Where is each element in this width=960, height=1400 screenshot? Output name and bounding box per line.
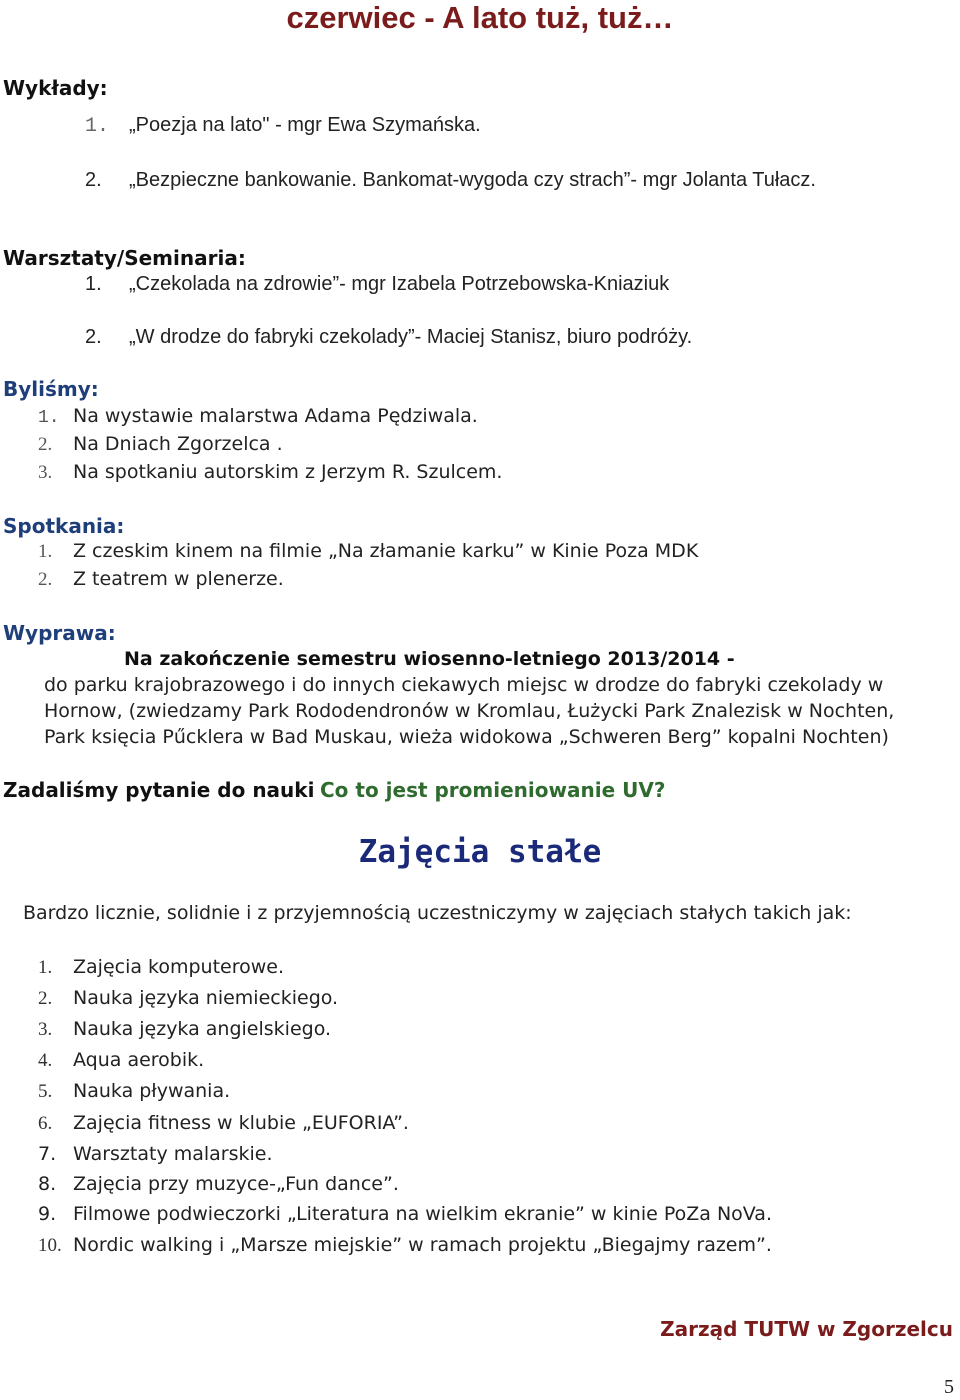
activity-number: 6. xyxy=(38,1113,53,1134)
activity-text: Zajęcia przy muzyce-„Fun dance”. xyxy=(73,1173,399,1195)
activity-item xyxy=(38,1203,772,1225)
meeting-text: Z czeskim kinem na filmie „Na złamanie karku” w Kinie Poza MDK xyxy=(73,540,699,562)
meeting-number: 1. xyxy=(38,541,53,562)
activity-text: Aqua aerobik. xyxy=(73,1049,205,1071)
meeting-text: Z teatrem w plenerze. xyxy=(73,568,284,590)
activity-number: 4. xyxy=(38,1050,53,1071)
visited-number: 2. xyxy=(38,434,53,455)
trip-line: Park księcia Pűcklera w Bad Muskau, wieża widokowa „Schweren Berg” kopalni Nochten) xyxy=(44,726,889,748)
lecture-number: 1. xyxy=(85,115,110,138)
activity-text: Nauka języka niemieckiego. xyxy=(73,987,339,1009)
visited-text: Na wystawie malarstwa Adama Pędziwala. xyxy=(73,405,478,427)
workshop-item xyxy=(85,273,669,296)
activity-number: 1. xyxy=(38,957,53,978)
trip-heading: Wyprawa: xyxy=(3,621,116,645)
visited-text: Na spotkaniu autorskim z Jerzym R. Szulcem. xyxy=(73,461,503,483)
question-text: Co to jest promieniowanie UV? xyxy=(320,778,666,802)
activity-item xyxy=(38,1080,230,1103)
meeting-item xyxy=(38,568,284,591)
activity-number: 2. xyxy=(38,988,53,1009)
page-number: 5 xyxy=(944,1376,954,1398)
activity-item xyxy=(38,1018,331,1041)
activity-item xyxy=(38,1112,409,1135)
page-title: czerwiec - A lato tuż, tuż… xyxy=(286,0,674,35)
activity-text: Warsztaty malarskie. xyxy=(73,1143,273,1165)
activity-text: Filmowe podwieczorki „Literatura na wielkim ekranie” w kinie PoZa NoVa. xyxy=(73,1203,772,1225)
visited-number: 3. xyxy=(38,462,53,483)
activity-item xyxy=(38,1143,273,1165)
meeting-number: 2. xyxy=(38,569,53,590)
question-label: Zadaliśmy pytanie do nauki xyxy=(3,778,315,802)
activity-item xyxy=(38,1049,204,1072)
trip-line: Hornow, (zwiedzamy Park Rododendronów w Kromlau, Łużycki Park Znalezisk w Nochten, xyxy=(44,700,895,722)
workshops-heading: Warsztaty/Seminaria: xyxy=(3,246,246,270)
activity-text: Nordic walking i „Marsze miejskie” w ramach projektu „Biegajmy razem”. xyxy=(73,1234,772,1256)
lecture-item xyxy=(85,114,481,138)
activity-item xyxy=(38,1173,399,1195)
activity-number: 10. xyxy=(38,1235,62,1256)
lectures-heading: Wykłady: xyxy=(3,76,108,100)
signature: Zarząd TUTW w Zgorzelcu xyxy=(660,1317,953,1341)
visited-item xyxy=(38,461,502,484)
visited-heading: Byliśmy: xyxy=(3,377,99,401)
meetings-heading: Spotkania: xyxy=(3,514,125,538)
lecture-number: 2. xyxy=(85,169,102,191)
trip-lead: Na zakończenie semestru wiosenno-letniego 2013/2014 - xyxy=(124,648,735,670)
trip-line: do parku krajobrazowego i do innych ciekawych miejsc w drodze do fabryki czekolady w xyxy=(44,674,884,696)
activity-number: 5. xyxy=(38,1081,53,1102)
activity-text: Nauka pływania. xyxy=(73,1080,231,1102)
activity-text: Zajęcia komputerowe. xyxy=(73,956,285,978)
activity-number: 3. xyxy=(38,1019,53,1040)
activity-item xyxy=(38,987,338,1010)
activity-text: Zajęcia fitness w klubie „EUFORIA”. xyxy=(73,1112,409,1134)
regular-activities-intro: Bardzo licznie, solidnie i z przyjemnością uczestniczymy w zajęciach stałych takich jak: xyxy=(23,902,852,924)
activity-number: 8. xyxy=(38,1173,57,1195)
visited-text: Na Dniach Zgorzelca . xyxy=(73,433,283,455)
workshop-number: 1. xyxy=(85,273,102,295)
lecture-text: „Bezpieczne bankowanie. Bankomat-wygoda czy strach”- mgr Jolanta Tułacz. xyxy=(129,169,816,191)
visited-number: 1. xyxy=(38,408,60,428)
visited-item xyxy=(38,433,283,456)
lecture-text: „Poezja na lato" - mgr Ewa Szymańska. xyxy=(129,114,481,136)
lecture-item xyxy=(85,169,816,192)
workshop-item xyxy=(85,326,692,349)
visited-item xyxy=(38,405,478,428)
activity-item xyxy=(38,1234,772,1257)
regular-activities-heading: Zajęcia stałe xyxy=(358,834,602,870)
workshop-number: 2. xyxy=(85,326,102,348)
workshop-text: „W drodze do fabryki czekolady”- Maciej Stanisz, biuro podróży. xyxy=(129,326,693,348)
workshop-text: „Czekolada na zdrowie”- mgr Izabela Potrzebowska-Kniaziuk xyxy=(129,273,670,295)
activity-text: Nauka języka angielskiego. xyxy=(73,1018,332,1040)
activity-number: 9. xyxy=(38,1203,57,1225)
activity-item xyxy=(38,956,284,979)
activity-number: 7. xyxy=(38,1143,57,1165)
meeting-item xyxy=(38,540,698,563)
